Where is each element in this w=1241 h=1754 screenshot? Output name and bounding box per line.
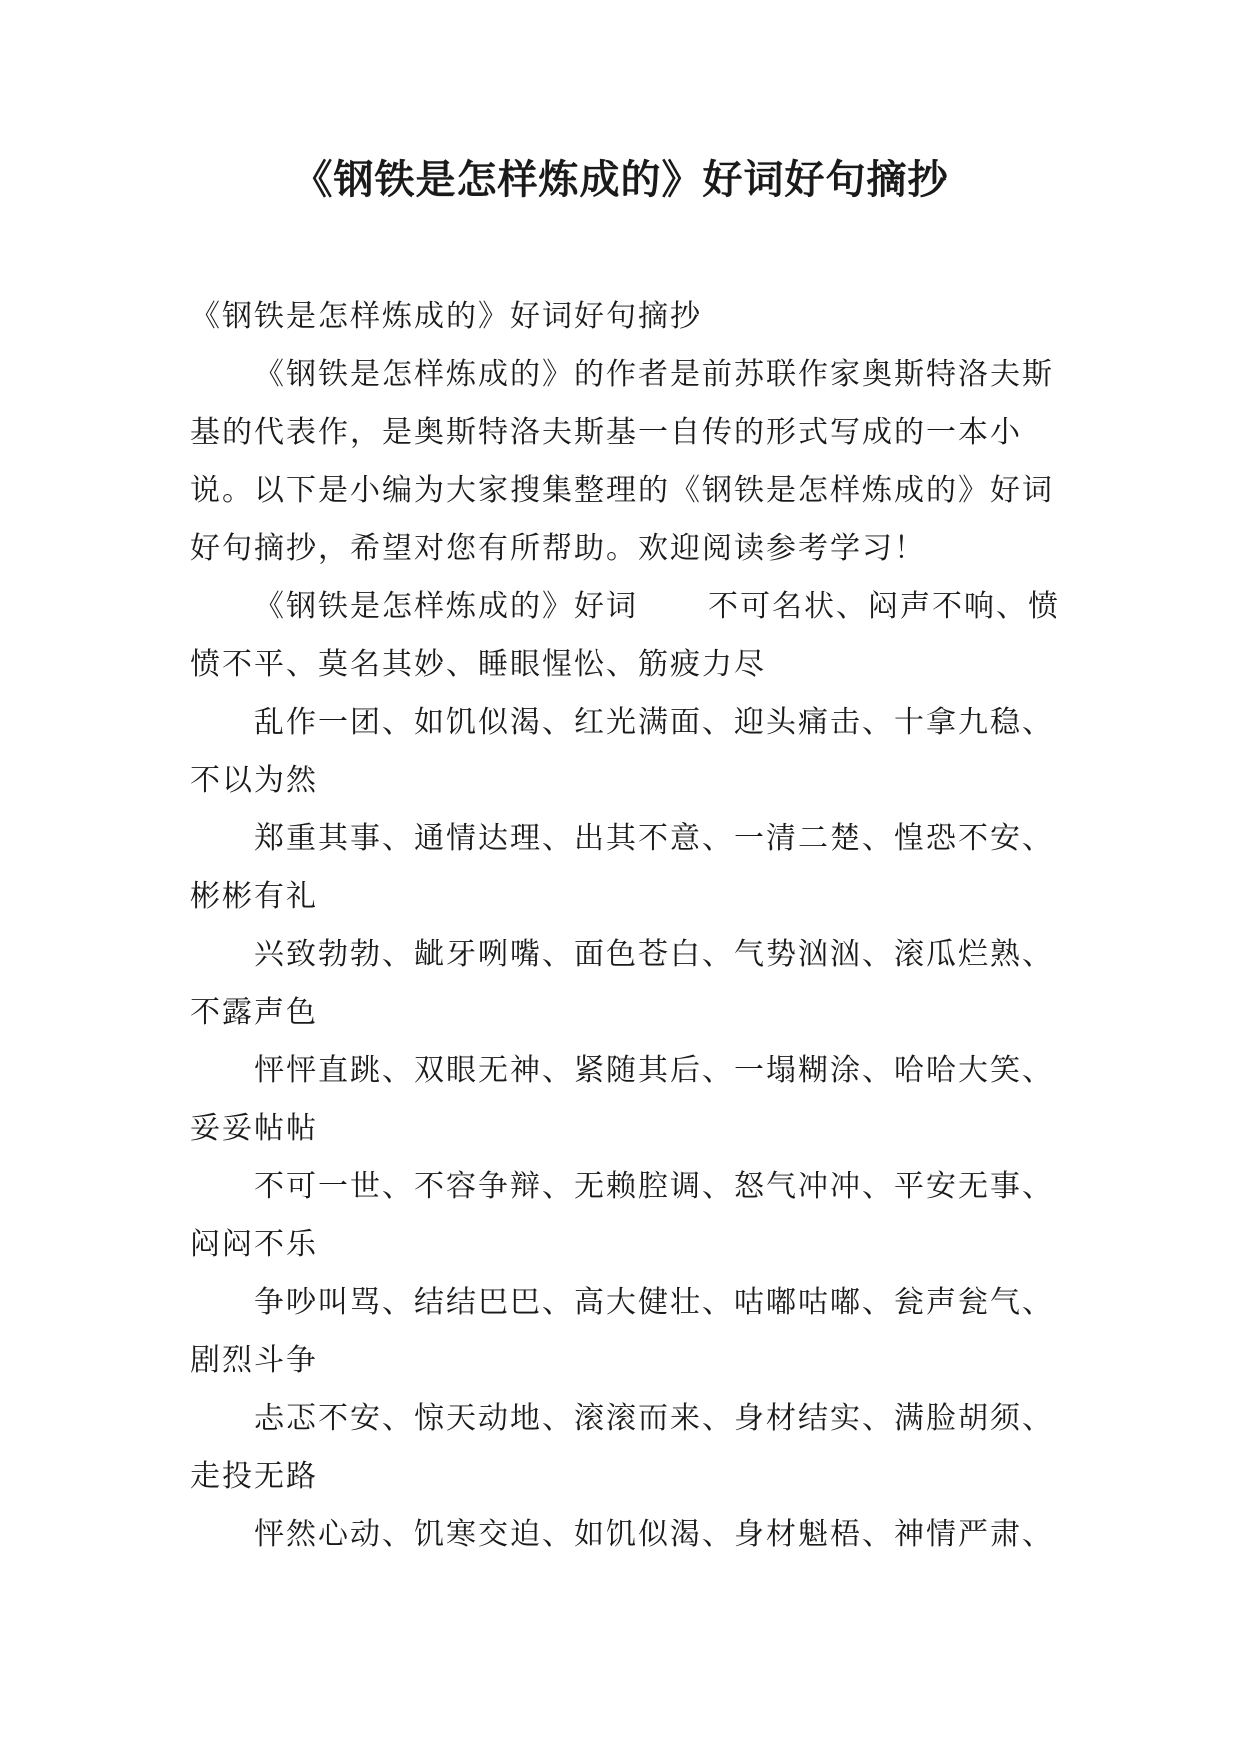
words-group: 忐忑不安、惊天动地、滚滚而来、身材结实、满脸胡须、走投无路 (190, 1401, 1054, 1494)
words-group: 乱作一团、如饥似渴、红光满面、迎头痛击、十拿九稳、不以为然 (190, 705, 1054, 798)
words-group: 不可名状、闷声不响、愤愤不平、莫名其妙、睡眼惺忪、筋疲力尽 (190, 589, 1060, 682)
words-group: 不可一世、不容争辩、无赖腔调、怒气冲冲、平安无事、闷闷不乐 (190, 1169, 1054, 1262)
intro-paragraph: 《钢铁是怎样炼成的》的作者是前苏联作家奥斯特洛夫斯基的代表作，是奥斯特洛夫斯基一自传的形式写成的一本小说。以下是小编为大家搜集整理的《钢铁是怎样炼成的》好词好句摘抄，希望对您有所帮助。欢迎阅读参考学习！ (190, 357, 1054, 566)
words-group: 郑重其事、通情达理、出其不意、一清二楚、惶恐不安、彬彬有礼 (190, 821, 1054, 914)
document-subtitle: 《钢铁是怎样炼成的》好词好句摘抄 (190, 299, 702, 334)
words-group: 争吵叫骂、结结巴巴、高大健壮、咕嘟咕嘟、瓮声瓮气、剧烈斗争 (190, 1285, 1054, 1378)
words-paragraph (190, 578, 1070, 694)
document-title: 《钢铁是怎样炼成的》好词好句摘抄 (292, 157, 949, 203)
document-body (190, 288, 1070, 1564)
words-group: 怦怦直跳、双眼无神、紧随其后、一塌糊涂、哈哈大笑、妥妥帖帖 (190, 1053, 1054, 1146)
words-heading: 《钢铁是怎样炼成的》好词 (254, 589, 638, 624)
words-group: 怦然心动、饥寒交迫、如饥似渴、身材魁梧、神情严肃、 (254, 1517, 1054, 1552)
words-group: 兴致勃勃、龇牙咧嘴、面色苍白、气势汹汹、滚瓜烂熟、不露声色 (190, 937, 1054, 1030)
